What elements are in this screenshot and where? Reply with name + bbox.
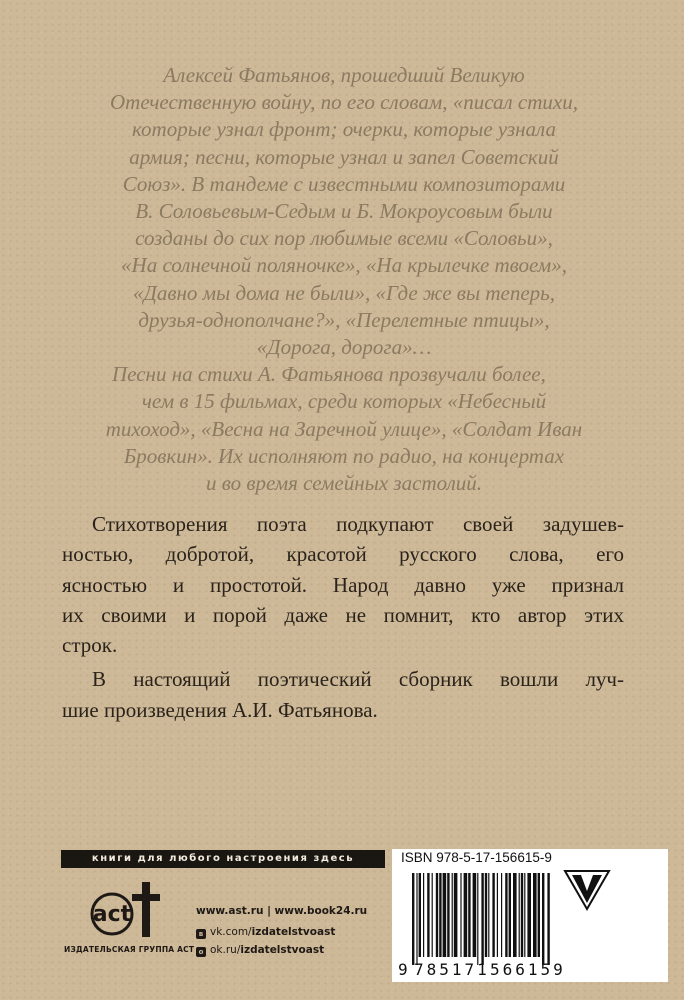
barcode-bar bbox=[513, 873, 517, 957]
publisher-name: ИЗДАТЕЛЬСКАЯ ГРУППА АСТ bbox=[64, 945, 195, 954]
barcode-bar bbox=[412, 873, 414, 965]
barcode-bar bbox=[527, 873, 531, 957]
publisher-logo bbox=[64, 880, 195, 960]
publisher-websites[interactable]: www.ast.ru | www.book24.ru bbox=[196, 905, 368, 917]
barcode-bar bbox=[547, 873, 549, 965]
vk-handle: izdatelstvoast bbox=[251, 926, 336, 938]
quote-line: армия; песни, которые узнал и запел Советский bbox=[129, 144, 559, 169]
quote-line: «Дорога, дорога»… bbox=[256, 335, 432, 360]
barcode-bar bbox=[505, 873, 507, 957]
barcode-bar bbox=[416, 873, 417, 965]
barcode-bar bbox=[423, 873, 424, 957]
barcode-bar bbox=[533, 873, 537, 957]
barcode-bar bbox=[521, 873, 523, 957]
barcode-bar bbox=[509, 873, 511, 957]
quote-line: Бровкин». Их исполняют по радио, на концертах bbox=[123, 443, 565, 468]
description-line: ностью, добротой, красотой русского слова, его bbox=[62, 542, 624, 567]
quote-line: которые узнал фронт; очерки, которые узнала bbox=[132, 117, 556, 142]
description-line: строк. bbox=[62, 633, 118, 658]
quote-block bbox=[66, 62, 622, 497]
description-line: ясностью и простотой. Народ давно уже признал bbox=[62, 572, 624, 597]
barcode-bar bbox=[524, 873, 525, 957]
ok-link[interactable] bbox=[196, 944, 324, 957]
barcode-digits-left: 785171 bbox=[414, 960, 490, 979]
barcode bbox=[392, 869, 668, 982]
isbn-barcode-block bbox=[392, 849, 668, 982]
description-line: их своими и порой даже не помнит, кто автор этих bbox=[62, 602, 624, 627]
logo-text: act bbox=[92, 902, 132, 927]
barcode-bar bbox=[436, 873, 438, 957]
barcode-bar bbox=[538, 873, 540, 957]
vk-icon: в bbox=[196, 929, 206, 939]
description-line: В настоящий поэтический сборник вошли луч- bbox=[92, 667, 624, 692]
barcode-bar bbox=[542, 873, 544, 965]
barcode-bar bbox=[519, 873, 520, 957]
barcode-bar bbox=[492, 873, 494, 957]
vk-prefix: vk.com/ bbox=[210, 926, 252, 938]
quote-line: «Давно мы дома не были», «Где же вы теперь, bbox=[133, 280, 555, 305]
ast-logo-icon bbox=[82, 880, 162, 942]
barcode-bar bbox=[427, 873, 429, 957]
vk-link[interactable] bbox=[196, 926, 335, 939]
barcode-bar bbox=[464, 873, 468, 957]
barcode-bar bbox=[439, 873, 441, 957]
barcode-bar bbox=[473, 873, 477, 957]
barcode-bar bbox=[447, 873, 449, 957]
publisher-tagline-banner: книги для любого настроения здесь bbox=[61, 850, 385, 868]
quote-line: Песни на стихи А. Фатьянова прозвучали более, bbox=[112, 362, 546, 387]
quote-line: В. Соловьевым-Седым и Б. Мокроусовым были bbox=[135, 199, 553, 224]
barcode-bar bbox=[419, 873, 421, 957]
barcode-bar bbox=[443, 873, 447, 957]
barcode-bar bbox=[460, 873, 461, 957]
quote-line: Алексей Фатьянов, прошедший Великую bbox=[163, 63, 525, 87]
ok-handle: izdatelstvoast bbox=[240, 944, 325, 956]
description-block bbox=[62, 509, 624, 725]
description-line: Стихотворения поэта подкупают своей задушев- bbox=[92, 512, 624, 536]
barcode-bar bbox=[468, 873, 470, 957]
description-line: шие произведения А.И. Фатьянова. bbox=[62, 697, 378, 722]
quote-line: Отечественную войну, по его словам, «писал стихи, bbox=[110, 90, 578, 115]
quote-line: «На солнечной поляночке», «На крылечке твоем», bbox=[121, 253, 567, 278]
barcode-bar bbox=[454, 873, 458, 957]
quote-line: чем в 15 фильмах, среди которых «Небесный bbox=[141, 389, 547, 414]
barcode-bar bbox=[485, 873, 487, 957]
isbn-number: ISBN 978-5-17-156615-9 bbox=[401, 850, 552, 865]
barcode-bar bbox=[477, 873, 478, 965]
barcode-bar bbox=[481, 873, 483, 965]
quote-line: тихоход», «Весна на Заречной улице», «Солдат Иван bbox=[105, 416, 583, 441]
barcode-bar bbox=[497, 873, 498, 957]
quote-line: друзья-однополчане?», «Перелетные птицы», bbox=[138, 307, 550, 332]
barcode-bar bbox=[488, 873, 489, 957]
age-rating-mark-icon bbox=[563, 869, 611, 911]
barcode-bar bbox=[452, 873, 453, 957]
ok-prefix: ok.ru/ bbox=[210, 944, 241, 956]
barcode-bar bbox=[432, 873, 433, 957]
quote-line: Союз». В тандеме с известными композиторами bbox=[122, 171, 566, 196]
quote-line: и во время семейных застолий. bbox=[205, 471, 482, 496]
barcode-digit-lead: 9 bbox=[398, 960, 408, 979]
barcode-bar bbox=[501, 873, 502, 957]
barcode-digits-right: 566159 bbox=[490, 960, 566, 979]
ok-icon: о bbox=[196, 947, 206, 957]
quote-line: созданы до сих пор любимые всеми «Соловьи», bbox=[135, 226, 553, 251]
